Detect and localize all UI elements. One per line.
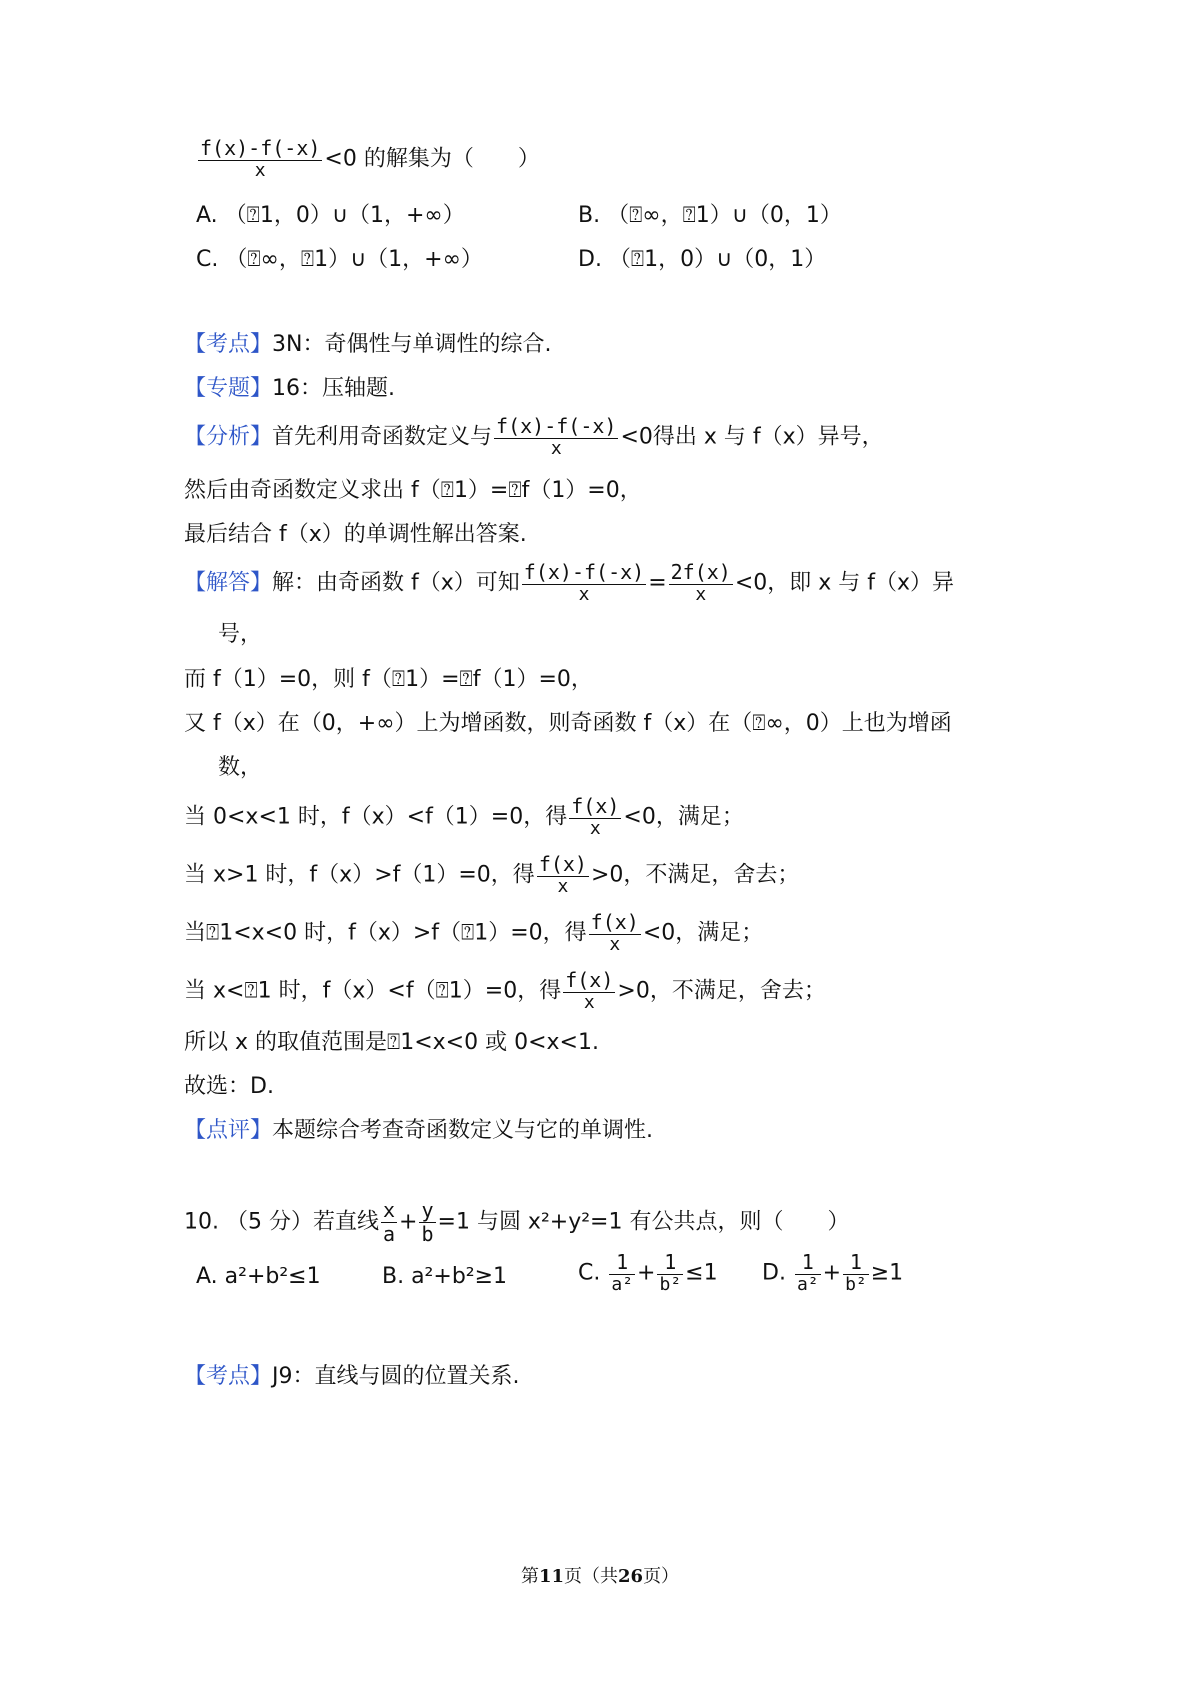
q10-d-relation: ≥1 bbox=[870, 1260, 904, 1286]
fenxi-post: <0得出 x 与 f（x）异号， bbox=[620, 424, 884, 450]
case-4-pre: 当 x<⍰1 时，f（x）<f（⍰1）=0，得 bbox=[184, 978, 562, 1004]
q10-c-fraction-2 bbox=[657, 1252, 683, 1295]
q10-option-c bbox=[578, 1252, 718, 1295]
fraction-denominator: a bbox=[382, 1222, 396, 1246]
q10-d-plus: + bbox=[822, 1260, 842, 1286]
range-line: 所以 x 的取值范围是⍰1<x<0 或 0<x<1. bbox=[184, 1030, 599, 1055]
fenxi-line-3: 最后结合 f（x）的单调性解出答案. bbox=[184, 522, 527, 547]
fraction-denominator: x bbox=[557, 876, 569, 897]
case-1-pre: 当 0<x<1 时，f（x）<f（1）=0，得 bbox=[184, 804, 568, 830]
q10-c-relation: ≤1 bbox=[685, 1260, 718, 1286]
footer-pre: 第 bbox=[520, 1566, 539, 1587]
q9-option-a: A. （⍰1，0）∪（1，+∞） bbox=[196, 203, 465, 228]
q10-kaodian-line bbox=[184, 1366, 520, 1388]
fraction-numerator: 1 bbox=[849, 1250, 862, 1274]
fraction-numerator: 1 bbox=[664, 1250, 677, 1274]
q10-plus: + bbox=[399, 1209, 418, 1235]
jieda-pre: 解：由奇函数 f（x）可知 bbox=[272, 570, 520, 596]
fraction-denominator: b² bbox=[659, 1274, 682, 1295]
q10-option-c-label: C. bbox=[578, 1260, 601, 1286]
fraction-denominator: b bbox=[421, 1222, 434, 1246]
case-line-2 bbox=[184, 854, 799, 897]
q10-fraction-x-a bbox=[381, 1200, 397, 1245]
page-footer bbox=[0, 1562, 1200, 1588]
q10-c-plus: + bbox=[637, 1260, 656, 1286]
fraction-denominator: x bbox=[254, 160, 266, 181]
q9-stem bbox=[196, 138, 540, 181]
fraction-denominator: x bbox=[609, 934, 621, 955]
fraction-numerator: f(x) bbox=[590, 910, 639, 934]
fraction-numerator: f(x) bbox=[565, 968, 614, 992]
fraction-numerator: f(x)-f(-x) bbox=[523, 560, 645, 584]
q9-fraction bbox=[198, 138, 322, 181]
zhuanti-line bbox=[184, 378, 395, 400]
kaodian-label: 【考点】 bbox=[184, 332, 273, 357]
q10-option-d bbox=[762, 1252, 903, 1295]
case-2-pre: 当 x>1 时，f（x）>f（1）=0，得 bbox=[184, 862, 535, 888]
fraction-numerator: f(x)-f(-x) bbox=[200, 136, 321, 160]
kaodian-line bbox=[184, 334, 551, 356]
zhuanti-text: 16：压轴题. bbox=[272, 376, 396, 401]
fraction-numerator: 1 bbox=[801, 1250, 814, 1274]
q10-kaodian-text: J9：直线与圆的位置关系. bbox=[272, 1364, 520, 1389]
fraction-numerator: 1 bbox=[616, 1250, 629, 1274]
case-line-4 bbox=[184, 970, 826, 1013]
fraction-denominator: x bbox=[578, 584, 590, 605]
case-4-post: >0，不满足，舍去； bbox=[617, 978, 826, 1004]
solution-line-a: 而 f（1）=0，则 f（⍰1）=⍰f（1）=0， bbox=[184, 667, 593, 692]
jieda-post: <0，即 x 与 f（x）异 bbox=[734, 570, 955, 596]
q10-c-fraction-1 bbox=[609, 1252, 635, 1295]
jieda-fraction-1 bbox=[522, 562, 646, 605]
jieda-equals: = bbox=[648, 570, 667, 596]
dianping-text: 本题综合考查奇函数定义与它的单调性. bbox=[272, 1118, 654, 1143]
q10-stem bbox=[184, 1200, 849, 1245]
fraction-denominator: x bbox=[695, 584, 707, 605]
footer-total-pages: 26 bbox=[618, 1566, 644, 1587]
q10-option-b: B. a²+b²≥1 bbox=[382, 1264, 508, 1289]
fraction-denominator: b² bbox=[845, 1274, 867, 1295]
q10-d-fraction-2 bbox=[843, 1252, 869, 1295]
case-line-3 bbox=[184, 912, 763, 955]
q10-option-a: A. a²+b²≤1 bbox=[196, 1264, 321, 1289]
fenxi-line bbox=[184, 416, 884, 459]
jieda-label: 【解答】 bbox=[184, 570, 273, 596]
case-3-fraction bbox=[589, 912, 641, 955]
fenxi-line-2: 然后由奇函数定义求出 f（⍰1）=⍰f（1）=0， bbox=[184, 478, 642, 503]
q10-kaodian-label: 【考点】 bbox=[184, 1364, 273, 1389]
fraction-numerator: y bbox=[421, 1198, 434, 1222]
case-1-post: <0，满足； bbox=[623, 804, 744, 830]
fraction-numerator: f(x) bbox=[571, 794, 620, 818]
case-line-1 bbox=[184, 796, 744, 839]
q9-option-b: B. （⍰∞，⍰1）∪（0，1） bbox=[578, 203, 842, 228]
q10-option-d-label: D. bbox=[762, 1260, 786, 1286]
footer-post: 页） bbox=[643, 1566, 680, 1587]
fenxi-label: 【分析】 bbox=[184, 424, 273, 450]
jieda-fraction-2 bbox=[669, 562, 733, 605]
solution-line-b-continuation: 数， bbox=[218, 755, 263, 780]
jieda-line bbox=[184, 562, 954, 605]
fraction-numerator: x bbox=[382, 1198, 396, 1222]
solution-line-b: 又 f（x）在（0，+∞）上为增函数，则奇函数 f（x）在（⍰∞，0）上也为增函 bbox=[184, 711, 952, 736]
fraction-denominator: x bbox=[583, 992, 595, 1013]
answer-line: 故选：D. bbox=[184, 1074, 274, 1099]
q9-option-d: D. （⍰1，0）∪（0，1） bbox=[578, 247, 827, 272]
case-4-fraction bbox=[563, 970, 615, 1013]
fraction-denominator: x bbox=[589, 818, 601, 839]
q10-fraction-y-b bbox=[419, 1200, 435, 1245]
case-3-post: <0，满足； bbox=[642, 920, 764, 946]
case-1-fraction bbox=[569, 796, 621, 839]
footer-page-number: 11 bbox=[538, 1566, 564, 1587]
fraction-numerator: f(x) bbox=[538, 852, 587, 876]
footer-mid: 页（共 bbox=[564, 1566, 618, 1587]
zhuanti-label: 【专题】 bbox=[184, 376, 273, 401]
kaodian-text: 3N：奇偶性与单调性的综合. bbox=[272, 332, 552, 357]
q10-d-fraction-1 bbox=[795, 1252, 821, 1295]
jieda-continuation: 号， bbox=[218, 622, 263, 647]
case-2-post: >0，不满足，舍去； bbox=[590, 862, 800, 888]
fraction-denominator: x bbox=[550, 438, 562, 459]
fraction-denominator: a² bbox=[611, 1274, 634, 1295]
q10-pre: 10. （5 分）若直线 bbox=[184, 1209, 379, 1235]
fraction-numerator: f(x)-f(-x) bbox=[496, 414, 617, 438]
q9-option-c: C. （⍰∞，⍰1）∪（1，+∞） bbox=[196, 247, 483, 272]
dianping-line bbox=[184, 1120, 653, 1142]
q9-stem-tail: <0 的解集为（ ） bbox=[324, 146, 540, 172]
fraction-denominator: a² bbox=[796, 1274, 819, 1295]
case-3-pre: 当⍰1<x<0 时，f（x）>f（⍰1）=0，得 bbox=[184, 920, 587, 946]
dianping-label: 【点评】 bbox=[184, 1118, 273, 1143]
fenxi-pre: 首先利用奇函数定义与 bbox=[272, 424, 493, 450]
fraction-numerator: 2f(x) bbox=[670, 560, 731, 584]
case-2-fraction bbox=[537, 854, 589, 897]
fenxi-fraction bbox=[494, 416, 618, 459]
q10-post: =1 与圆 x²+y²=1 有公共点，则（ ） bbox=[437, 1209, 850, 1235]
